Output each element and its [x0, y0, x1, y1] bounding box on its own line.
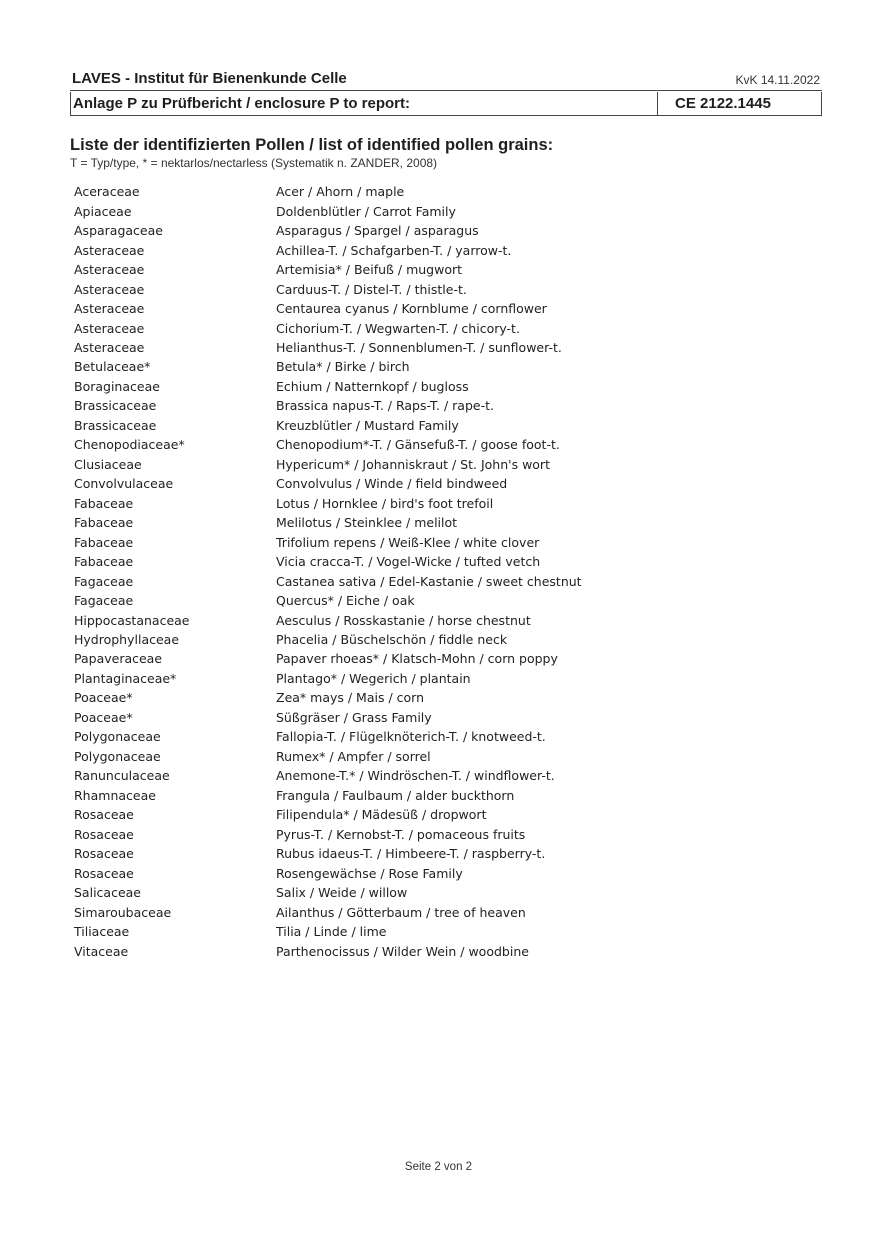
pollen-name: Tilia / Linde / lime: [276, 924, 387, 940]
kvk-date: KvK 14.11.2022: [735, 73, 820, 87]
pollen-name: Vicia cracca-T. / Vogel-Wicke / tufted vetch: [276, 554, 541, 570]
pollen-row: [74, 669, 794, 688]
pollen-name: Frangula / Faulbaum / alder buckthorn: [276, 787, 515, 803]
pollen-name: Filipendula* / Mädesüß / dropwort: [276, 807, 487, 823]
pollen-row: [74, 591, 794, 610]
pollen-row: [74, 240, 794, 259]
institute-name: LAVES - Institut für Bienenkunde Celle: [72, 70, 347, 87]
pollen-row: [74, 610, 794, 629]
plant-family: Fagaceae: [74, 593, 134, 609]
pollen-name: Phacelia / Büschelschön / fiddle neck: [276, 632, 508, 648]
pollen-name: Lotus / Hornklee / bird's foot trefoil: [276, 495, 494, 511]
pollen-row: [74, 766, 794, 785]
plant-family: Asteraceae: [74, 320, 145, 336]
pollen-name: Aesculus / Rosskastanie / horse chestnut: [276, 612, 531, 628]
pollen-row: [74, 941, 794, 960]
page-number: Seite 2 von 2: [404, 1161, 473, 1173]
pollen-row: [74, 357, 794, 376]
pollen-name: Helianthus-T. / Sonnenblumen-T. / sunflower-t.: [276, 339, 562, 355]
plant-family: Asteraceae: [74, 281, 145, 297]
pollen-name: Süßgräser / Grass Family: [276, 709, 432, 725]
pollen-name: Pyrus-T. / Kernobst-T. / pomaceous fruits: [276, 826, 526, 842]
pollen-name: Echium / Natternkopf / bugloss: [276, 378, 469, 394]
pollen-row: [74, 416, 794, 435]
pollen-name: Centaurea cyanus / Kornblume / cornflower: [276, 301, 547, 317]
plant-family: Fagaceae: [74, 573, 134, 589]
pollen-name: Betula* / Birke / birch: [276, 359, 410, 375]
pollen-name: Artemisia* / Beifuß / mugwort: [276, 262, 463, 278]
pollen-row: [74, 279, 794, 298]
plant-family: Poaceae*: [74, 690, 133, 706]
plant-family: Poaceae*: [74, 709, 133, 725]
plant-family: Aceraceae: [74, 184, 140, 200]
pollen-name: Papaver rhoeas* / Klatsch-Mohn / corn poppy: [276, 651, 558, 667]
pollen-row: [74, 318, 794, 337]
pollen-row: [74, 532, 794, 551]
pollen-name: Plantago* / Wegerich / plantain: [276, 670, 471, 686]
pollen-name: Trifolium repens / Weiß-Klee / white clover: [276, 534, 540, 550]
pollen-name: Chenopodium*-T. / Gänsefuß-T. / goose foot-t.: [276, 437, 560, 453]
plant-family: Chenopodiaceae*: [74, 437, 185, 453]
pollen-row: [74, 922, 794, 941]
plant-family: Asteraceae: [74, 301, 145, 317]
plant-family: Hippocastanaceae: [74, 612, 190, 628]
pollen-name: Cichorium-T. / Wegwarten-T. / chicory-t.: [276, 320, 520, 336]
pollen-row: [74, 377, 794, 396]
pollen-row: [74, 494, 794, 513]
pollen-name: Anemone-T.* / Windröschen-T. / windflower-t.: [276, 768, 555, 784]
header-divider: [657, 92, 658, 115]
plant-family: Fabaceae: [74, 495, 134, 511]
pollen-row: [74, 260, 794, 279]
plant-family: Brassicaceae: [74, 417, 157, 433]
pollen-row: [74, 474, 794, 493]
pollen-row: [74, 513, 794, 532]
plant-family: Rosaceae: [74, 846, 134, 862]
plant-family: Rosaceae: [74, 807, 134, 823]
pollen-row: [74, 805, 794, 824]
pollen-list: [74, 182, 794, 961]
plant-family: Vitaceae: [74, 943, 129, 959]
pollen-row: [74, 396, 794, 415]
pollen-row: [74, 824, 794, 843]
pollen-list-title: Liste der identifizierten Pollen / list of identified pollen grains:: [70, 136, 554, 154]
plant-family: Ranunculaceae: [74, 768, 170, 784]
plant-family: Hydrophyllaceae: [74, 632, 180, 648]
plant-family: Fabaceae: [74, 554, 134, 570]
pollen-row: [74, 455, 794, 474]
pollen-name: Ailanthus / Götterbaum / tree of heaven: [276, 904, 526, 920]
pollen-row: [74, 221, 794, 240]
pollen-row: [74, 338, 794, 357]
plant-family: Salicaceae: [74, 885, 141, 901]
plant-family: Asteraceae: [74, 242, 145, 258]
plant-family: Asteraceae: [74, 339, 145, 355]
pollen-row: [74, 747, 794, 766]
plant-family: Rosaceae: [74, 826, 134, 842]
pollen-row: [74, 708, 794, 727]
pollen-name: Asparagus / Spargel / asparagus: [276, 223, 479, 239]
plant-family: Tiliaceae: [74, 924, 130, 940]
plant-family: Polygonaceae: [74, 748, 161, 764]
pollen-name: Kreuzblütler / Mustard Family: [276, 417, 459, 433]
pollen-row: [74, 727, 794, 746]
pollen-row: [74, 863, 794, 882]
plant-family: Brassicaceae: [74, 398, 157, 414]
plant-family: Asparagaceae: [74, 223, 163, 239]
plant-family: Apiaceae: [74, 203, 132, 219]
pollen-name: Achillea-T. / Schafgarben-T. / yarrow-t.: [276, 242, 512, 258]
plant-family: Betulaceae*: [74, 359, 151, 375]
pollen-row: [74, 786, 794, 805]
plant-family: Papaveraceae: [74, 651, 163, 667]
header-row-institute: [70, 68, 822, 91]
pollen-list-legend: T = Typ/type, * = nektarlos/nectarless (Systematik n. ZANDER, 2008): [70, 156, 438, 170]
plant-family: Rhamnaceae: [74, 787, 156, 803]
pollen-name: Salix / Weide / willow: [276, 885, 408, 901]
pollen-name: Acer / Ahorn / maple: [276, 184, 405, 200]
plant-family: Fabaceae: [74, 515, 134, 531]
pollen-row: [74, 688, 794, 707]
pollen-name: Castanea sativa / Edel-Kastanie / sweet chestnut: [276, 573, 582, 589]
pollen-name: Rumex* / Ampfer / sorrel: [276, 748, 431, 764]
pollen-name: Convolvulus / Winde / field bindweed: [276, 476, 508, 492]
pollen-name: Rosengewächse / Rose Family: [276, 865, 463, 881]
pollen-row: [74, 630, 794, 649]
plant-family: Clusiaceae: [74, 456, 142, 472]
plant-family: Fabaceae: [74, 534, 134, 550]
pollen-row: [74, 883, 794, 902]
pollen-row: [74, 844, 794, 863]
header-row-report: [70, 92, 822, 116]
pollen-name: Rubus idaeus-T. / Himbeere-T. / raspberry-t.: [276, 846, 546, 862]
pollen-name: Quercus* / Eiche / oak: [276, 593, 415, 609]
pollen-row: [74, 435, 794, 454]
pollen-name: Melilotus / Steinklee / melilot: [276, 515, 458, 531]
pollen-name: Hypericum* / Johanniskraut / St. John's wort: [276, 456, 550, 472]
plant-family: Plantaginaceae*: [74, 670, 177, 686]
pollen-row: [74, 299, 794, 318]
pollen-row: [74, 902, 794, 921]
pollen-name: Doldenblütler / Carrot Family: [276, 203, 456, 219]
plant-family: Convolvulaceae: [74, 476, 174, 492]
pollen-row: [74, 552, 794, 571]
report-number: CE 2122.1445: [675, 95, 771, 112]
pollen-name: Parthenocissus / Wilder Wein / woodbine: [276, 943, 529, 959]
pollen-row: [74, 201, 794, 220]
pollen-name: Zea* mays / Mais / corn: [276, 690, 424, 706]
plant-family: Polygonaceae: [74, 729, 161, 745]
pollen-row: [74, 182, 794, 201]
pollen-name: Fallopia-T. / Flügelknöterich-T. / knotweed-t.: [276, 729, 546, 745]
pollen-row: [74, 571, 794, 590]
pollen-name: Brassica napus-T. / Raps-T. / rape-t.: [276, 398, 494, 414]
plant-family: Rosaceae: [74, 865, 134, 881]
annex-title: Anlage P zu Prüfbericht / enclosure P to report:: [73, 95, 411, 112]
plant-family: Boraginaceae: [74, 378, 160, 394]
pollen-row: [74, 649, 794, 668]
pollen-name: Carduus-T. / Distel-T. / thistle-t.: [276, 281, 467, 297]
plant-family: Simaroubaceae: [74, 904, 172, 920]
plant-family: Asteraceae: [74, 262, 145, 278]
